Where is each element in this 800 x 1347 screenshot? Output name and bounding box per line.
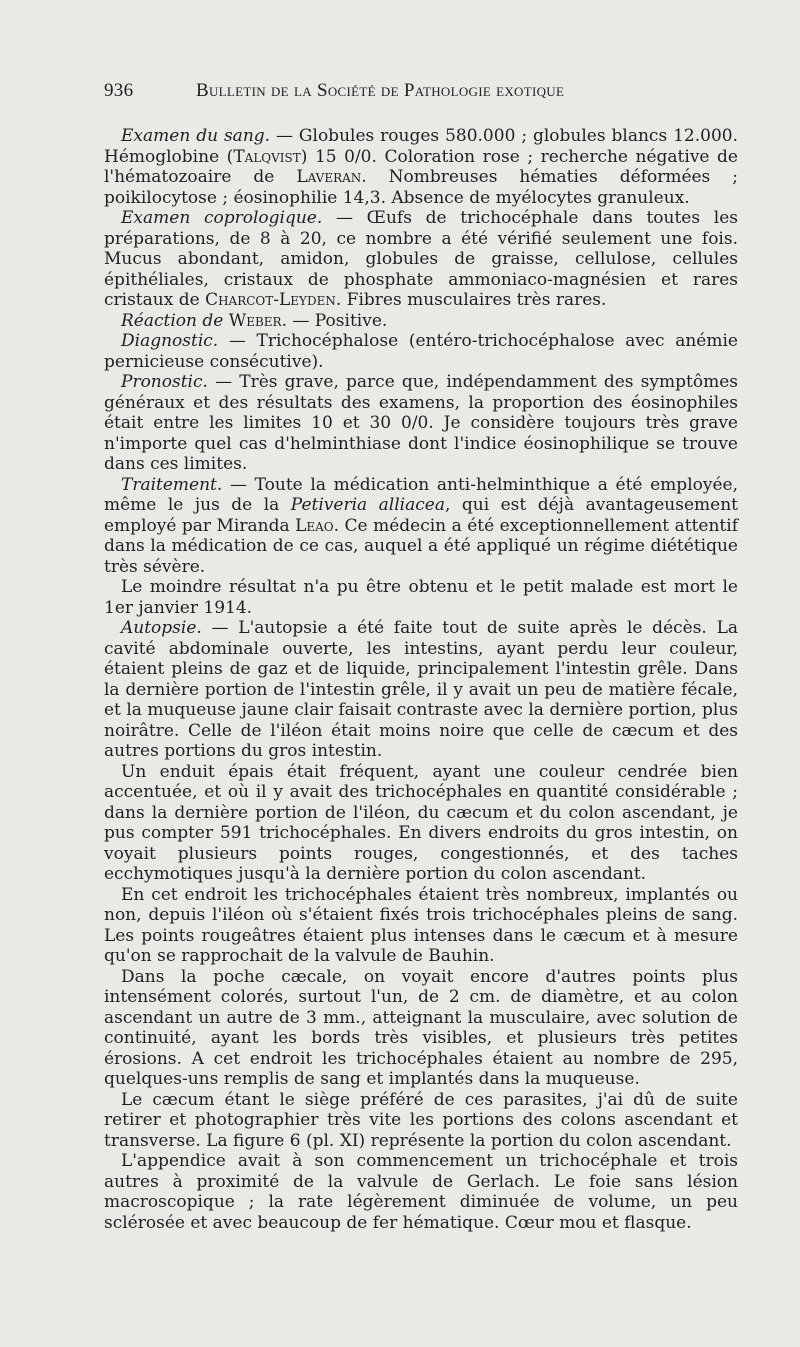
paragraph [104,475,738,578]
paragraph [104,577,738,618]
text-segment: Un enduit épais était fréquent, ayant une couleur cendrée bien accentuée, et où il y avait des trichocéphales en quantité considérable ; dans la dernière portion de l'iléon, du cæcum et du colon ascendant, je pus compter 591 trichocéphales. En divers endroits du gros intestin, on voyait plusieurs points rouges, congestionnés, et des taches ecchymotiques jusqu'à la dernière portion du colon ascendant. [104,761,738,884]
text-segment: Petiveria alliacea [290,495,445,515]
paragraph [104,311,738,332]
paragraph-lead: Autopsie. [121,618,202,638]
paragraph-lead: Diagnostic. [121,331,219,351]
text-segment: — Très grave, parce que, indépendamment des symptômes généraux et des résultats des examens, la proportion des éosinophiles était entre les limites 10 et 30 0/0. Je considère toujours très grave n'importe quel cas d'helminthiase dont l'indice éosinophilique se trouve dans ces limites. [104,372,738,474]
paragraph-lead: Examen du sang. [121,126,271,146]
running-title: Bulletin de la Société de Pathologie exotique [196,80,565,101]
paragraph [104,126,738,208]
paragraph [104,331,738,372]
text-segment: L'appendice avait à son commencement un trichocéphale et trois autres à proximité de la valvule de Gerlach. Le foie sans lésion macroscopique ; la rate légèrement diminuée de volume, un peu sclérosée et avec beaucoup de fer hématique. Cœur mou et flasque. [104,1151,738,1233]
text-segment: Le cæcum étant le siège préféré de ces parasites, j'ai dû de suite retirer et photographier très vite les portions des colons ascendant et transverse. La figure 6 (pl. XI) représente la portion du colon ascendant. [104,1089,738,1151]
paragraph-lead: Examen coprologique. [121,208,323,228]
page-number: 936 [104,80,134,101]
text-segment: Dans la poche cæcale, on voyait encore d'autres points plus intensément colorés, surtout l'un, de 2 cm. de diamètre, et au colon ascendant un autre de 3 mm., atteignant la musculaire, avec solution de continuité, ayant les bords très visibles, et plusieurs très petites érosions. A cet endroit les trichocéphales étaient au nombre de 295, quelques-uns remplis de sang et implantés dans la muqueuse. [104,966,738,1089]
paragraph-lead: Traitement. [121,474,223,495]
text-segment: — L'autopsie a été faite tout de suite après le décès. La cavité abdominale ouverte, les intestins, ayant perdu leur couleur, étaient pleins de gaz et de liquide, principalement l'intestin grêle. Dans la dernière portion de l'intestin grêle, il y avait un peu de matière fécale, et la muqueuse jaune clair faisait contraste avec la dernière portion, plus noirâtre. Celle de l'iléon était moins noire que celle de cæcum et des autres portions du gros intestin. [104,618,738,761]
paragraph [104,885,738,967]
running-header [104,80,738,116]
text-segment: . Nombreuses hématies déformées ; poikilocytose ; éosinophilie 14,3. Absence de myélocytes granuleux. [104,167,738,208]
paragraph [104,967,738,1090]
text-segment: . Fibres musculaires très rares. [335,290,607,310]
paragraph [104,372,738,475]
text-segment: Talqvist [233,146,301,167]
paragraph [104,1090,738,1152]
text-segment: Le moindre résultat n'a pu être obtenu et le petit malade est mort le 1er janvier 1914. [104,577,738,618]
paragraph [104,1151,738,1233]
text-segment: Weber [228,310,282,331]
text-segment: Leao [295,515,334,536]
text-segment: — Œufs de trichocéphale dans toutes les préparations, de 8 à 20, ce nombre a été vérifié seulement une fois. Mucus abondant, amidon, globules de graisse, cellulose, cellules épithéliales, cristaux de phosphate ammoniaco-magnésien et rares cristaux de [104,208,739,310]
paragraph [104,618,738,762]
paragraph [104,208,738,311]
text-segment: — Trichocéphalose (entéro-trichocéphalose avec anémie pernicieuse consécutive). [104,331,738,372]
text-segment: — Toute la médication anti-helminthique a été employée, même le jus de la [104,474,738,515]
paragraph-lead: Réaction de [121,310,224,331]
paragraph-lead: Pronostic. [121,372,208,392]
text-segment: . Ce médecin a été exceptionnellement attentif dans la médication de ce cas, auquel a été appliqué un régime diététique très sévère. [104,515,738,577]
text-segment: — Globules rouges 580.000 ; globules blancs 12.000. Hémoglobine ( [104,126,738,167]
text-segment: En cet endroit les trichocéphales étaient très nombreux, implantés ou non, depuis l'iléon où s'étaient fixés trois trichocéphales pleins de sang. Les points rougeâtres étaient plus intenses dans le cæcum et à mesure qu'on se rapprochait de la valvule de Bauhin. [104,884,738,966]
text-segment: Laveran [296,167,362,187]
text-segment: ) 15 0/0. Coloration rose ; recherche négative de l'hématozoaire de [104,146,738,187]
text-segment: Charcot-Leyden [205,290,336,310]
body-text [104,126,738,1233]
text-segment: . — Positive. [281,310,388,331]
paragraph [104,762,738,885]
text-segment: , qui est déjà avantageusement employé par Miranda [104,495,739,536]
